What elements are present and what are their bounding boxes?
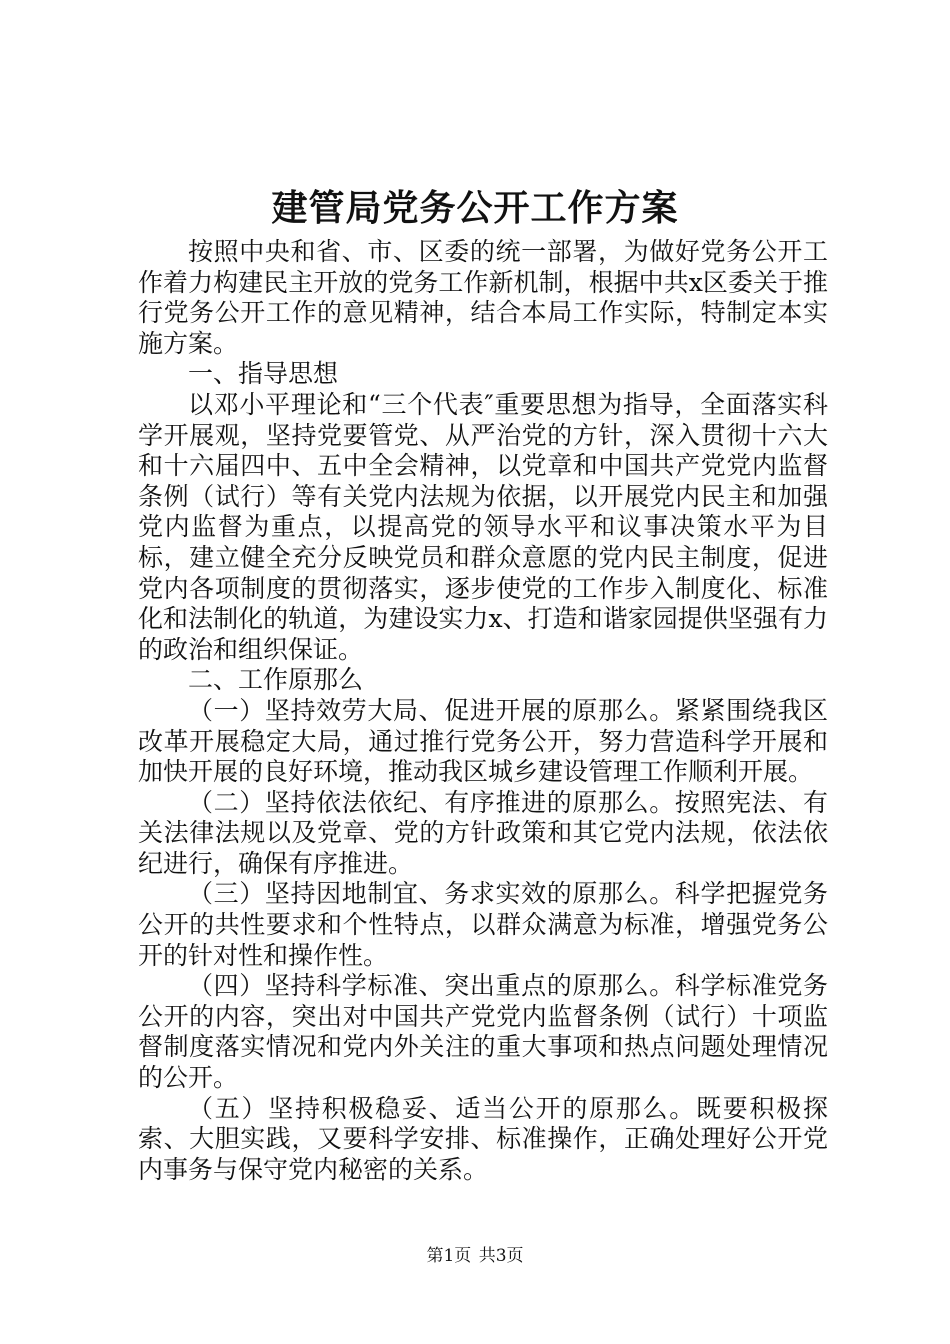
- intro-paragraph: 按照中央和省、市、区委的统一部署，为做好党务公开工作着力构建民主开放的党务工作新机制，根据中共x区委关于推行党务公开工作的意见精神，结合本局工作实际，特制定本实施方案。: [138, 237, 828, 358]
- section-heading-guiding-ideology: 一、指导思想: [188, 359, 339, 389]
- document-body: [138, 237, 828, 1185]
- principle-paragraph-5: （五）坚持积极稳妥、适当公开的原那么。既要积极探索、大胆实践，又要科学安排、标准操作，正确处理好公开党内事务与保守党内秘密的关系。: [138, 1093, 828, 1184]
- page-total: 共3页: [478, 1246, 524, 1266]
- document-title: 建管局党务公开工作方案: [271, 187, 679, 229]
- page-number: 第1页: [426, 1246, 472, 1266]
- principle-paragraph-1: （一）坚持效劳大局、促进开展的原那么。紧紧围绕我区改革开展稳定大局，通过推行党务公开，努力营造科学开展和加快开展的良好环境，推动我区城乡建设管理工作顺利开展。: [138, 695, 828, 787]
- guiding-ideology-paragraph: 以邓小平理论和“三个代表″重要思想为指导，全面落实科学开展观，坚持党要管党、从严治党的方针，深入贯彻十六大和十六届四中、五中全会精神，以党章和中国共产党党内监督条例（试行）等有关党内法规为依据，以开展党内民主和加强党内监督为重点，以提高党的领导水平和议事决策水平为目标，建立健全充分反映党员和群众意愿的党内民主制度，促进党内各项制度的贯彻落实，逐步使党的工作步入制度化、标准化和法制化的轨道，为建设实力x、打造和谐家园提供坚强有力的政治和组织保证。: [138, 389, 828, 664]
- principle-paragraph-2: （二）坚持依法依纪、有序推进的原那么。按照宪法、有关法律法规以及党章、党的方针政策和其它党内法规，依法依纪进行，确保有序推进。: [138, 787, 828, 878]
- page-footer: [0, 1244, 950, 1268]
- section-heading-principles: 二、工作原那么: [188, 665, 364, 695]
- principle-paragraph-4: （四）坚持科学标准、突出重点的原那么。科学标准党务公开的内容，突出对中国共产党党内监督条例（试行）十项监督制度落实情况和党内外关注的重大事项和热点问题处理情况的公开。: [138, 971, 828, 1093]
- principle-paragraph-3: （三）坚持因地制宜、务求实效的原那么。科学把握党务公开的共性要求和个性特点，以群众满意为标准，增强党务公开的针对性和操作性。: [138, 879, 828, 970]
